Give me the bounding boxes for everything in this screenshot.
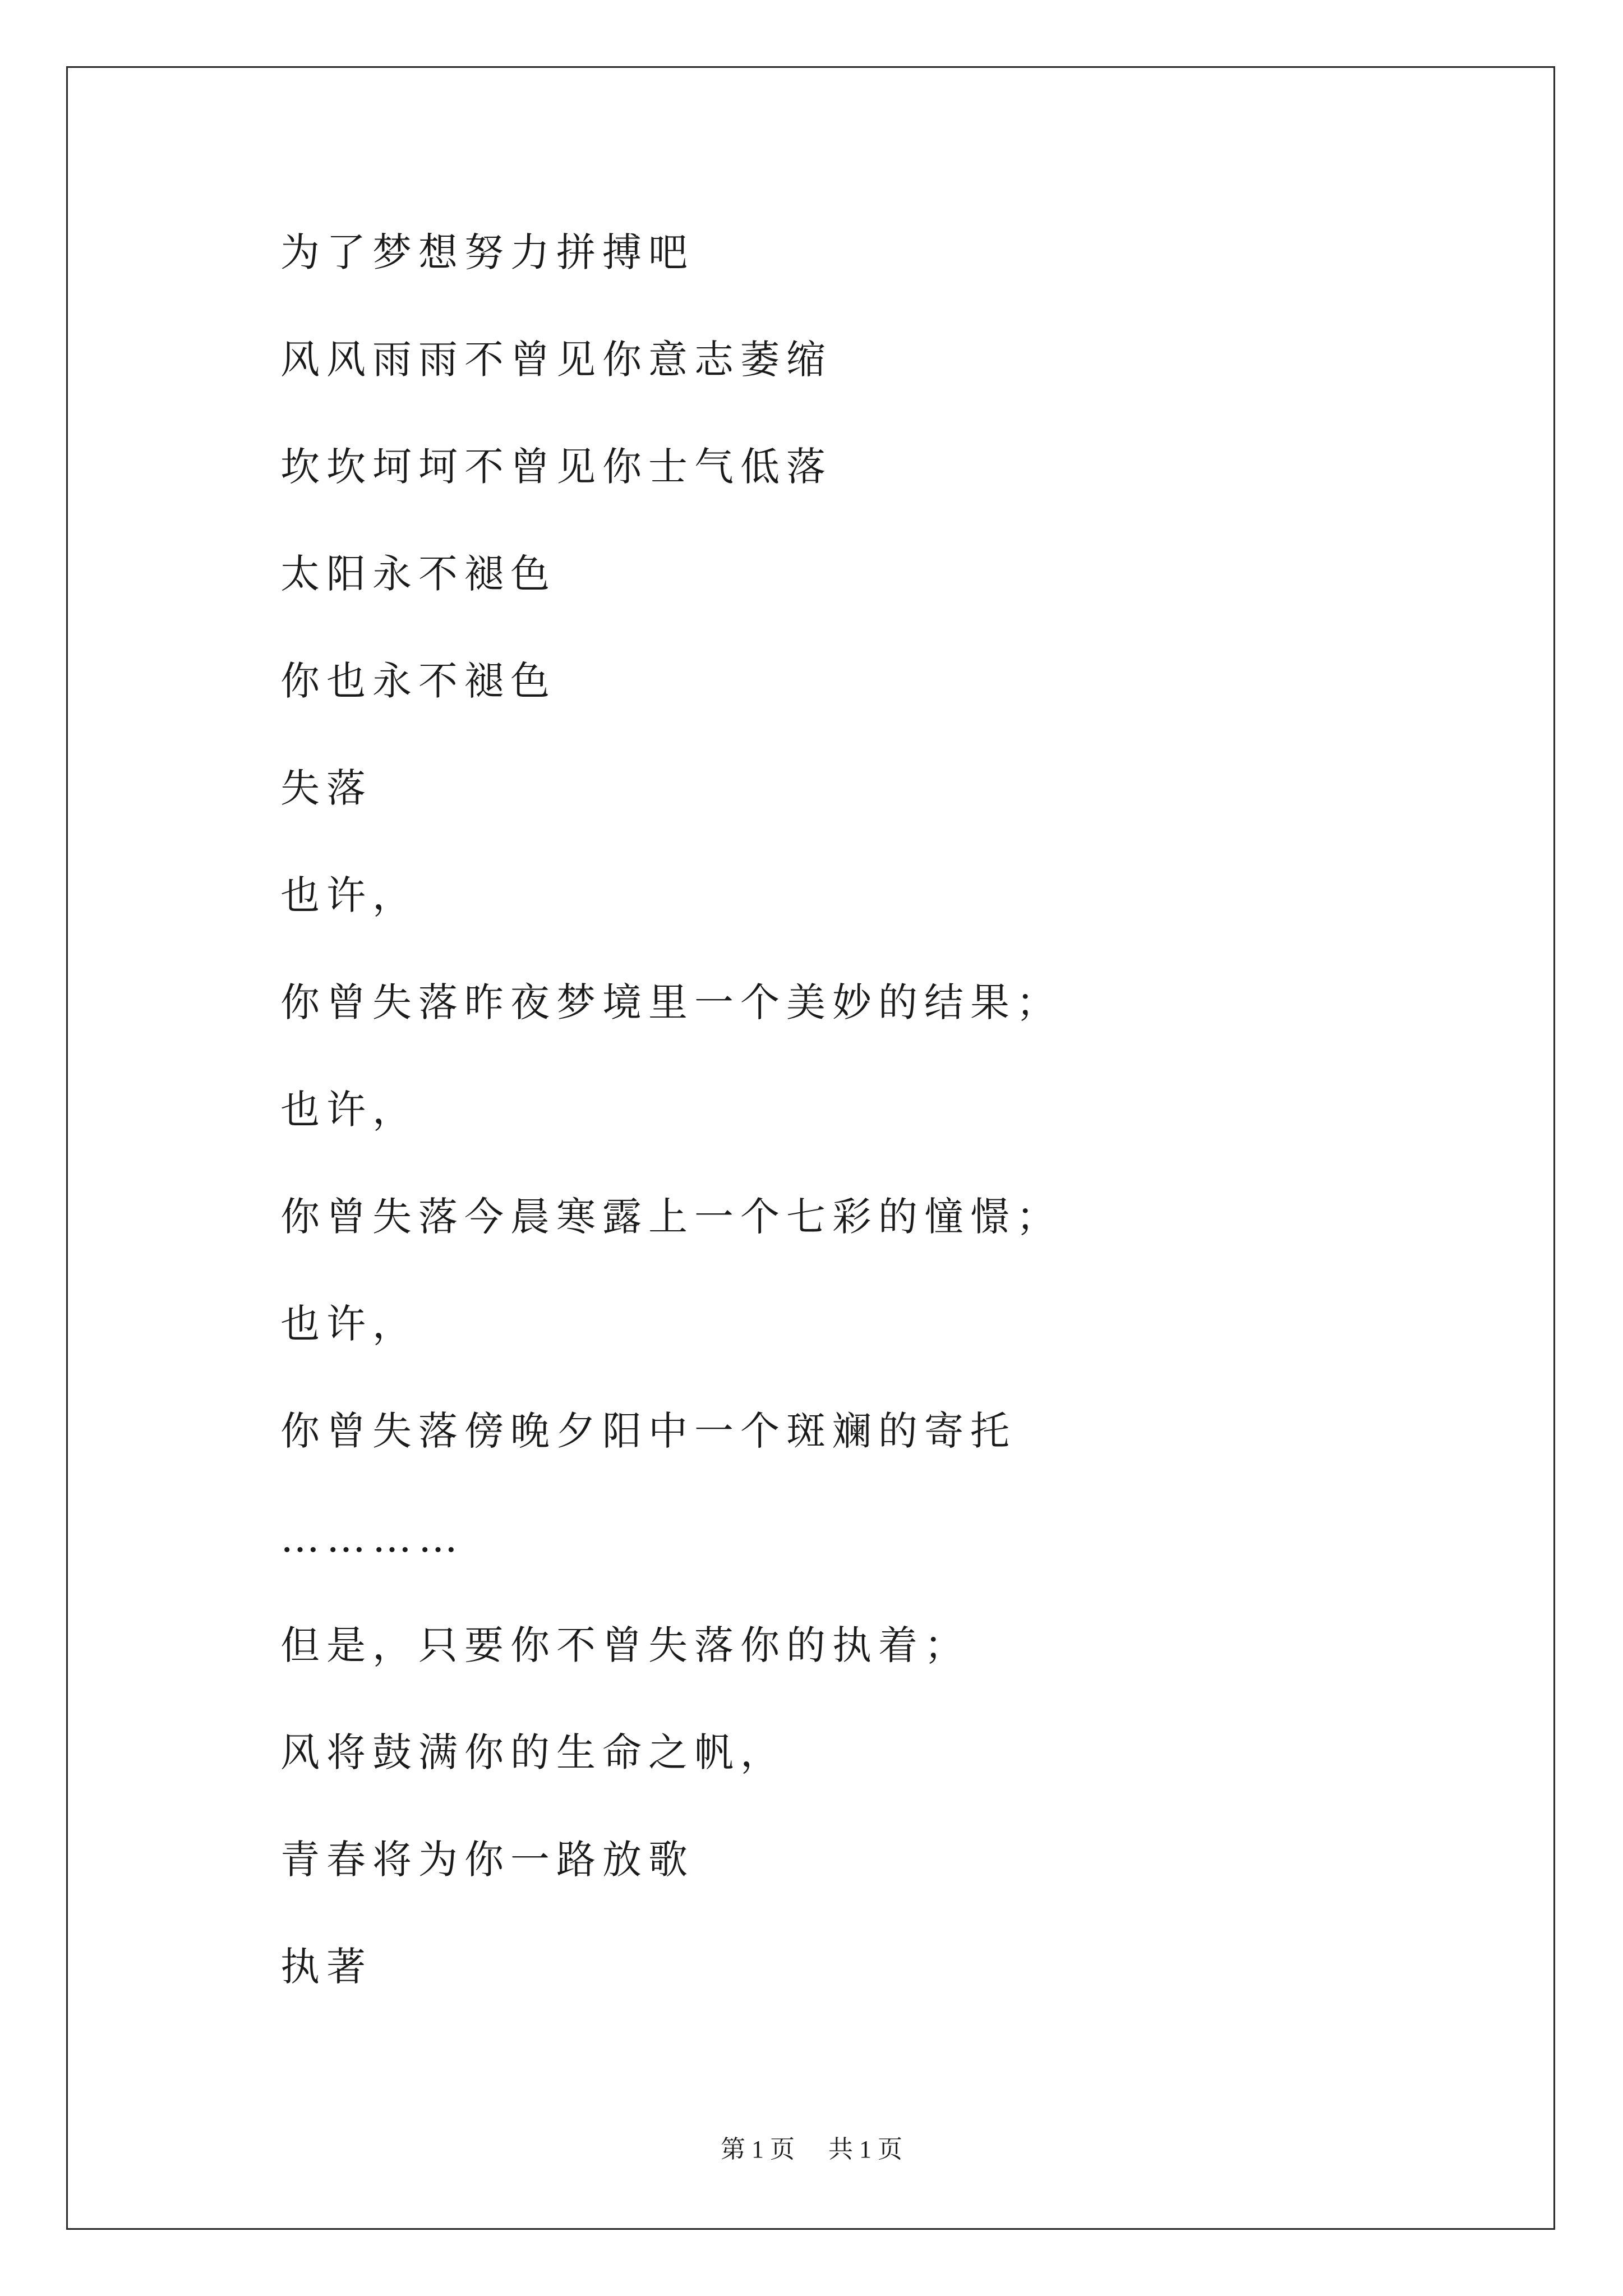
text-line: 你曾失落傍晚夕阳中一个斑斓的寄托 [280, 1408, 1016, 1454]
text-line: 你曾失落今晨寒露上一个七彩的憧憬； [280, 1194, 1062, 1240]
ellipsis-line: ………… [280, 1515, 464, 1561]
section-heading: 失落 [280, 765, 372, 811]
text-line: 也许， [280, 1087, 418, 1133]
section-heading: 执著 [280, 1944, 372, 1990]
text-line: 也许， [280, 872, 418, 918]
text-line: 你也永不褪色 [280, 658, 556, 704]
text-line: 太阳永不褪色 [280, 551, 556, 597]
page-total: 共 1 页 [828, 2136, 902, 2163]
text-line: 风将鼓满你的生命之帆， [280, 1729, 786, 1775]
page-number: 第 1 页 [721, 2136, 795, 2163]
text-line: 你曾失落昨夜梦境里一个美妙的结果； [280, 979, 1062, 1025]
document-body [280, 224, 1458, 2046]
text-line: 为了梦想努力拼搏吧 [280, 229, 694, 275]
text-line: 坎坎坷坷不曾见你士气低落 [280, 444, 832, 490]
text-line: 但是，只要你不曾失落你的执着； [280, 1622, 970, 1668]
text-line: 风风雨雨不曾见你意志萎缩 [280, 337, 832, 383]
text-line: 青春将为你一路放歌 [280, 1837, 694, 1883]
text-line: 也许， [280, 1301, 418, 1347]
page-footer [0, 2129, 1623, 2165]
